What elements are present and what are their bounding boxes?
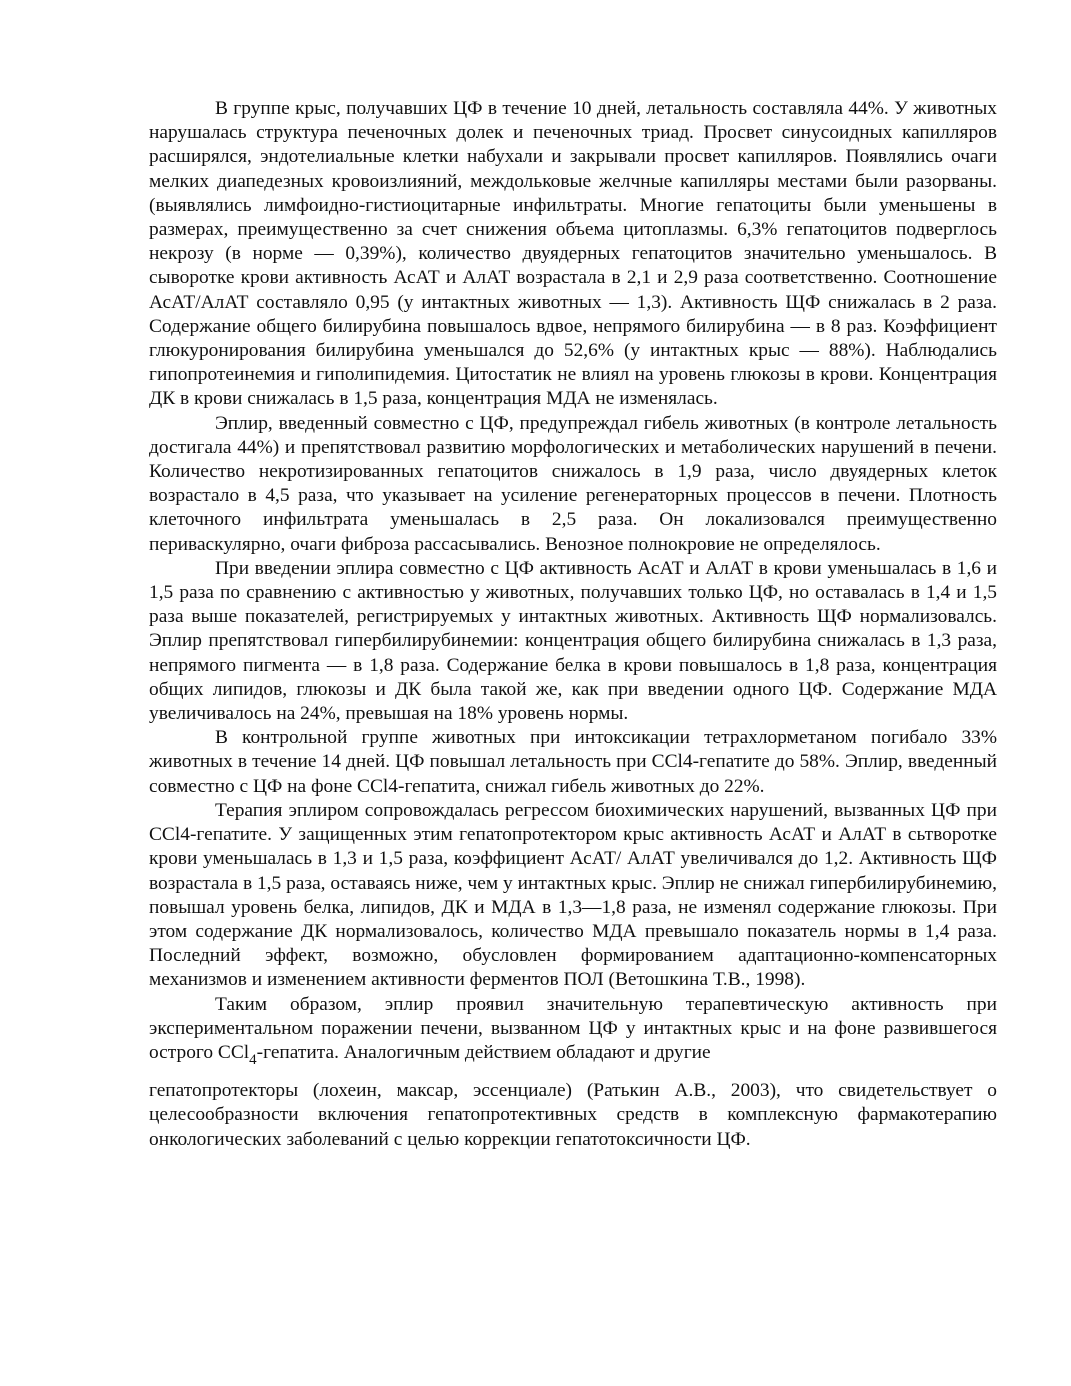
paragraph-6-text-after-formula: -гепатита. Аналогичным действием обладают и другие — [256, 1041, 711, 1063]
paragraph-2: Эплир, введенный совместно с ЦФ, предупреждал гибель животных (в контроле летальность достигала 44%) и препятствовал развитию морфологических и метаболических нарушений в печени. Количество некротизированных гепатоцитов снижалось в 1,9 раза, число двуядерных клеток возрастало в 4,5 раза, что указывает на усиление регенераторных процессов в печени. Плотность клеточного инфильтрата уменьшалась в 2,5 раза. Он локализовался преимущественно периваскулярно, очаги фиброза рассасывались. Венозное полнокровие не определялось. — [149, 412, 997, 555]
paragraph-6-text-start: Таким образом, эплир проявил значительную терапевтическую активность при экспериментальном поражении печени, вызванном ЦФ у интактных крыс и на фоне развившегося острого — [149, 993, 997, 1063]
ccl4-formula-subscript: 4 — [249, 1051, 257, 1068]
paragraph-1: В группе крыс, получавших ЦФ в течение 10 дней, летальность составляла 44%. У животных нарушалась структура печеночных долек и печеночных триад. Просвет синусоидных капилляров расширялся, эндотелиальные клетки набухали и закрывали просвет капилляров. Появлялись очаги мелких диапедезных кровоизлияний, междольковые желчные капилляры местами были разорваны.(выявлялись лимфоидно-гистиоцитарные инфильтраты. Многие гепатоциты были уменьшены в размерах, преимущественно за счет снижения объема цитоплазмы. 6,3% гепатоцитов подверглось некрозу (в норме — 0,39%), количество двуядерных гепатоцитов значительно уменьшалось. В сыворотке крови активность АсАТ и АлАТ возрастала в 2,1 и 2,9 раза соответственно. Соотношение АсАТ/АлАТ составляло 0,95 (у интактных животных — 1,3). Активность ЩФ снижалась в 2 раза. Содержание общего билирубина повышалось вдвое, непрямого билирубина — в 8 раз. Коэффициент глюкуронирования билирубина уменьшался до 52,6% (у интактных крыс — 88%). Наблюдались гипопротеинемия и гиполипидемия. Цитостатик не влиял на уровень глюкозы в крови. Концентрация ДК в крови снижалась в 1,5 раза, концентрация МДА не изменялась. — [149, 98, 997, 410]
paragraph-6-text-continuation: гепатопротекторы (лохеин, максар, эссенциале) (Ратькин А.В., 2003), что свидетельствует о целесообразности включения гепатопротективных средств в комплексную фармакотерапию онкологических заболеваний с целью коррекции гепатотоксичности ЦФ. — [149, 1080, 997, 1150]
ccl4-formula-base: CCl — [217, 1041, 250, 1063]
paragraph-5: Терапия эплиром сопровождалась регрессом биохимических нарушений, вызванных ЦФ при CCl4-гепатите. У защищенных этим гепатопротектором крыс активность АсАТ и АлАТ в сьтворотке крови уменьшалась в 1,3 и 1,5 раза, коэффициент АсАТ/ АлАТ увеличивался до 1,2. Активность ЩФ возрастала в 1,5 раза, оставаясь ниже, чем у интактных крыс. Эплир не снижал гипербилирубинемию, повышал уровень белка, липидов, ДК и МДА в 1,3—1,8 раза, не изменял содержание глюкозы. При этом содержание ДК нормализовалось, количество МДА превышало показатель нормы в 1,4 раза. Последний эффект, возможно, обусловлен формированием адаптационно-компенсаторных механизмов и изменением активности ферментов ПОЛ (Ветошкина Т.В., 1998). — [149, 799, 997, 991]
document-page — [149, 97, 997, 1152]
paragraph-3: При введении эплира совместно с ЦФ активность АсАТ и АлАТ в крови уменьшалась в 1,6 и 1,5 раза по сравнению с активностью у животных, получавших только ЦФ, но оставалась в 1,4 и 1,5 раза выше показателей, регистрируемых у интактных животных. Активность ЩФ нормализовалсь. Эплир препятствовал гипербилирубинемии: концентрация общего билирубина снижалась в 1,3 раза, непрямого пигмента — в 1,8 раза. Содержание белка в крови повышалось в 1,8 раза, концентрация общих липидов, глюкозы и ДК была такой же, как при введении одного ЦФ. Содержание МДА увеличивалось на 24%, превышая на 18% уровень нормы. — [149, 557, 997, 725]
line-gap — [149, 1065, 997, 1079]
paragraph-6 — [149, 993, 997, 1152]
paragraph-4: В контрольной группе животных при интоксикации тетрахлорметаном погибало 33% животных в течение 14 дней. ЦФ повышал летальность при CCl4-гепатите до 58%. Эплир, введенный совместно с ЦФ на фоне CCl4-гепатита, снижал гибель животных до 22%. — [149, 727, 997, 797]
ccl4-formula — [217, 1041, 257, 1068]
